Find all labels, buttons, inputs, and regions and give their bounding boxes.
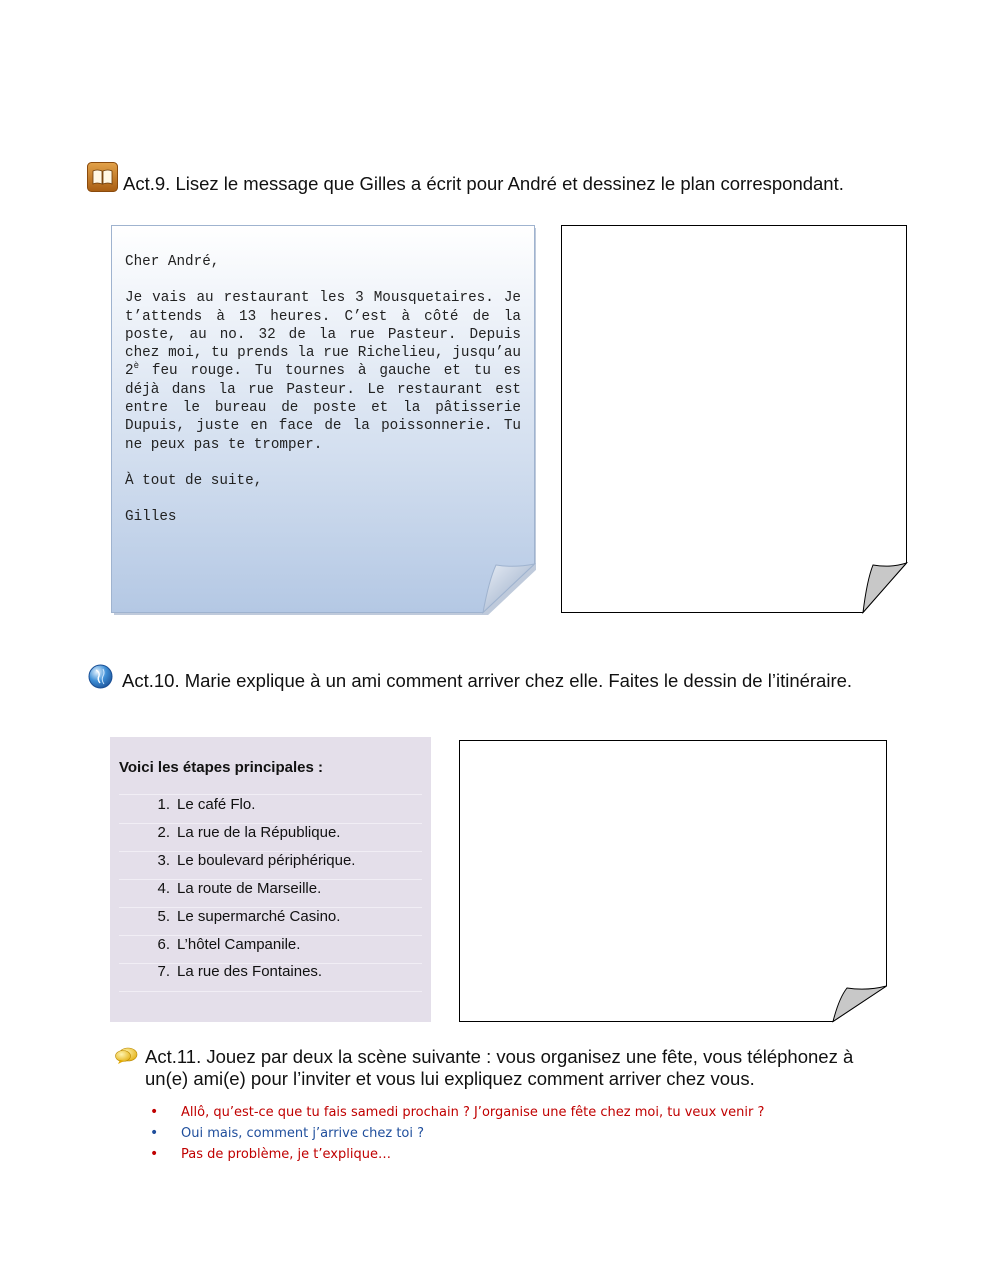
step-item <box>119 819 422 847</box>
step-number: 1. <box>157 796 170 813</box>
step-number: 6. <box>157 936 170 953</box>
step-number: 5. <box>157 908 170 925</box>
step-text: Le boulevard périphérique. <box>177 852 356 869</box>
dialogue-text: Oui mais, comment j’arrive chez toi ? <box>181 1126 425 1141</box>
steps-box <box>110 737 431 1022</box>
letter-body-part2: feu rouge. Tu tournes à gauche et tu es déjà dans la rue Pasteur. Le restaurant est entre le bureau de poste et la pâtisserie Dupuis, juste en face de la poissonnerie. Tu ne peux pas te tromper. <box>125 363 521 453</box>
letter-body <box>125 289 521 454</box>
drawing-area-plan[interactable] <box>561 225 909 619</box>
letter-greeting: Cher André, <box>125 254 220 270</box>
step-text: Le café Flo. <box>177 796 256 813</box>
letter-closing: À tout de suite, <box>125 472 263 489</box>
dialogue-bullet: • <box>150 1125 159 1141</box>
globe-icon <box>88 664 113 694</box>
step-item <box>119 847 422 875</box>
step-item <box>119 903 422 931</box>
step-item <box>119 791 422 819</box>
step-text: Le supermarché Casino. <box>177 908 341 925</box>
step-item <box>119 875 422 903</box>
book-icon <box>87 162 118 197</box>
steps-title: Voici les étapes principales : <box>119 759 323 776</box>
letter-text <box>125 253 521 527</box>
act10-heading: Act.10. Marie explique à un ami comment arriver chez elle. Faites le dessin de l’itinéraire. <box>122 670 853 691</box>
step-text: La rue des Fontaines. <box>177 963 323 980</box>
step-item <box>119 958 422 986</box>
step-item <box>119 931 422 959</box>
dialogue-bullet: • <box>150 1104 159 1120</box>
speech-bubble-icon <box>115 1047 138 1070</box>
steps-divider <box>119 991 422 992</box>
act9-heading: Act.9. Lisez le message que Gilles a écrit pour André et dessinez le plan correspondant. <box>123 173 844 194</box>
letter-signature: Gilles <box>125 509 177 526</box>
dialogue-bullet: • <box>150 1146 159 1162</box>
act11-heading-line1: Act.11. Jouez par deux la scène suivante : vous organisez une fête, vous téléphonez à <box>145 1046 854 1067</box>
dialogue-text: Pas de problème, je t’explique… <box>181 1147 391 1162</box>
letter-body-part1: Je vais au restaurant les 3 Mousquetaires. Je t’attends à 13 heures. C’est à côté de la poste, au no. 32 de la rue Pasteur. Depuis chez moi, tu prends la rue Richelieu, jusqu’au 2 <box>125 290 521 380</box>
step-text: L’hôtel Campanile. <box>177 936 301 953</box>
drawing-area-itinerary[interactable] <box>459 740 889 1029</box>
step-number: 4. <box>157 880 170 897</box>
step-number: 7. <box>157 963 170 980</box>
step-number: 3. <box>157 852 170 869</box>
message-note <box>111 225 536 615</box>
act11-heading-line2: un(e) ami(e) pour l’inviter et vous lui expliquez comment arriver chez vous. <box>145 1068 755 1089</box>
step-number: 2. <box>157 824 170 841</box>
dialogue-text: Allô, qu’est-ce que tu fais samedi prochain ? J’organise une fête chez moi, tu veux venir ? <box>181 1105 765 1120</box>
ordinal-superscript: è <box>133 361 139 372</box>
step-text: La rue de la République. <box>177 824 341 841</box>
step-text: La route de Marseille. <box>177 880 322 897</box>
